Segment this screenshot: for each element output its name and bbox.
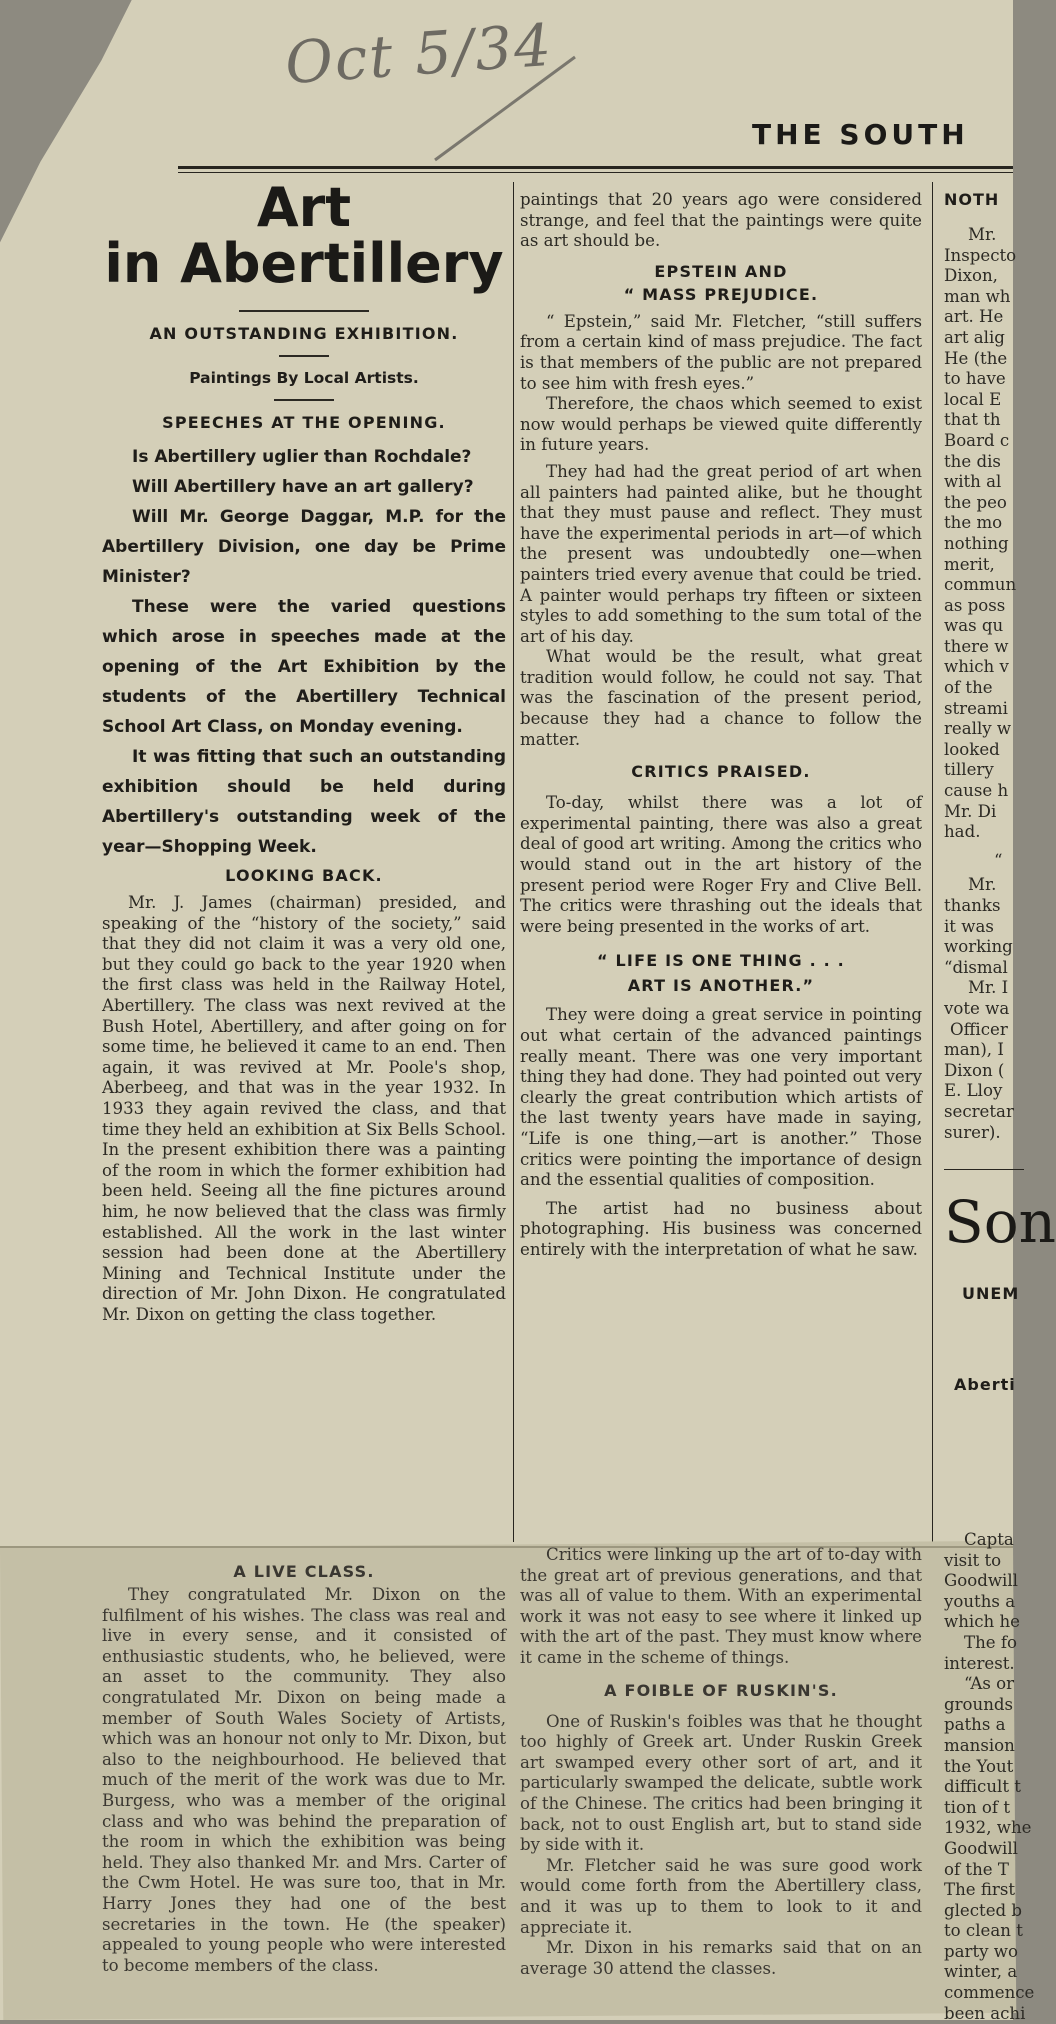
adjacent-line: looked (944, 739, 1000, 759)
adjacent-big-headline: Son (944, 1188, 1056, 1257)
adjacent-line: grounds (944, 1694, 1014, 1714)
handwritten-date: Oct 5/34 (282, 10, 556, 98)
article-column-1-lower (102, 1560, 506, 1976)
column-divider (513, 182, 514, 1542)
adjacent-line: the mo (944, 513, 1003, 533)
subhead-speeches: SPEECHES AT THE OPENING. (162, 413, 446, 432)
title-line-2: in Abertillery (104, 232, 504, 295)
lead-paragraph: These were the varied questions which arose in speeches made at the opening of the Art Exhibition by the students of the Abertillery Technical School Art Class, on Monday evening. (102, 597, 506, 737)
adjacent-line: that th (944, 410, 1001, 430)
masthead-rule (178, 166, 1013, 169)
adjacent-column (944, 190, 1056, 1395)
adjacent-line: of the T (944, 1859, 1009, 1879)
adjacent-line: Officer (950, 1019, 1008, 1039)
adjacent-line: The fo (964, 1632, 1017, 1652)
adjacent-line: cause h (944, 781, 1009, 801)
adjacent-line: really w (944, 719, 1012, 739)
adjacent-line: “As or (964, 1674, 1015, 1694)
adjacent-line: Mr. (968, 875, 997, 895)
adjacent-line: interest. (944, 1653, 1015, 1673)
adjacent-line: tion of t (944, 1797, 1011, 1817)
adjacent-quote-mark: “ (994, 850, 1003, 870)
adjacent-line: was qu (944, 616, 1004, 636)
adjacent-line: The first (944, 1880, 1016, 1900)
adjacent-line: Capta (964, 1530, 1014, 1549)
section-heading-life-1: “ LIFE IS ONE THING . . . (597, 951, 845, 971)
adjacent-line: commun (944, 575, 1017, 595)
adjacent-line: the dis (944, 451, 1001, 471)
adjacent-line: Dixon, (944, 266, 998, 286)
lead-paragraph: It was fitting that such an outstanding exhibition should be held during Abertillery's outstanding week of the year—Shopping Week. (102, 747, 506, 857)
paragraph-life: They were doing a great service in pointing out what certain of the advanced paintings really meant. There was one very important thing they had done. They had pointed out very clearly the great contribution which artists of the last twenty years have made in saying, “Life is one thing,—art is another.” Those critics were pointing the importance of design and the essential qualities of composition. (520, 1005, 922, 1190)
adjacent-line: the Yout (944, 1756, 1014, 1776)
divider (239, 310, 369, 312)
paragraph-continued: paintings that 20 years ago were considered strange, and feel that the paintings were quite as art should be. (520, 190, 922, 251)
adjacent-column-lower (944, 1530, 1034, 2024)
article-column-2 (520, 190, 922, 1261)
adjacent-line: Dixon ( (944, 1060, 1005, 1080)
adjacent-line: to clean t (944, 1921, 1023, 1941)
adjacent-line: vote wa (944, 998, 1010, 1018)
paragraph-epstein: “ Epstein,” said Mr. Fletcher, “still suffers from a certain kind of mass prejudice. The fact is that members of the public are not prepared to see him with fresh eyes.” (520, 311, 922, 393)
adjacent-line: mansion (944, 1735, 1015, 1755)
adjacent-line: He (the (944, 348, 1008, 368)
adjacent-line: there w (944, 636, 1009, 656)
divider (279, 355, 329, 357)
adjacent-line: man), I (944, 1040, 1004, 1060)
lead-paragraph: Will Mr. George Daggar, M.P. for the Abertillery Division, one day be Prime Minister? (102, 507, 506, 587)
paragraph-live-class: They congratulated Mr. Dixon on the fulfilment of his wishes. The class was real and live in every sense, and it consisted of enthusiastic students, who, he believed, were an asset to the community. They also congratulated Mr. Dixon on being made a member of South Wales Society of Artists, which was an honour not only to Mr. Dixon, but also to the neighbourhood. He believed that much of the merit of the work was due to Mr. Burgess, who was a member of the original class and who was behind the preparation of the room in which the exhibition was being held. They also thanked Mr. and Mrs. Carter of the Cwm Hotel. He was sure too, that in Mr. Harry Jones they had one of the best secretaries in the town. He (the speaker) appealed to young people who were interested to become members of the class. (102, 1585, 506, 1975)
section-heading-critics: CRITICS PRAISED. (631, 762, 811, 782)
section-heading-looking-back: LOOKING BACK. (225, 866, 383, 885)
adjacent-line: Goodwill (944, 1838, 1018, 1858)
adjacent-line: Mr. I (968, 978, 1009, 998)
adjacent-line: had. (944, 822, 981, 842)
masthead-rule-thin (178, 172, 1013, 173)
adjacent-line: working (944, 937, 1013, 957)
adjacent-line: the peo (944, 492, 1007, 512)
adjacent-line: glected b (944, 1900, 1023, 1920)
lead-paragraph: Is Abertillery uglier than Rochdale? (132, 447, 472, 467)
adjacent-line: E. Lloy (944, 1081, 1003, 1101)
adjacent-line: nothing (944, 533, 1009, 553)
adjacent-line: Inspecto (944, 245, 1017, 265)
adjacent-line: Board c (944, 430, 1010, 450)
section-heading-life-2: ART IS ANOTHER.” (627, 976, 815, 996)
paragraph-result: What would be the result, what great tradition would follow, he could not say. That was the fascination of the present period, because they had a chance to follow the matter. (520, 647, 922, 749)
adjacent-line: man wh (944, 286, 1011, 306)
adjacent-line: thanks (944, 896, 1001, 915)
adjacent-line: been achi (944, 2003, 1026, 2023)
paragraph-period: They had had the great period of art when all painters had painted alike, but he thought that they must pause and reflect. They must have the experimental periods in art—of which the present was undoubtedly one—when painters tried every avenue that could be tried. A painter would perhaps try fifteen or sixteen styles to add something to the sum total of the art of his day. (520, 461, 922, 646)
pencil-stroke (425, 55, 585, 165)
section-heading-live-class: A LIVE CLASS. (233, 1562, 375, 1581)
section-heading-epstein-2: “ MASS PREJUDICE. (623, 284, 819, 304)
adjacent-line: commence (944, 1983, 1035, 2003)
adjacent-line: streami (944, 698, 1008, 718)
masthead: THE SOUTH (752, 118, 969, 151)
adjacent-line: merit, (944, 554, 995, 574)
paragraph-chaos: Therefore, the chaos which seemed to exist now would perhaps be viewed quite differently in future years. (520, 394, 922, 455)
adjacent-line: art. He (944, 307, 1004, 327)
adjacent-heading: NOTH (944, 190, 1000, 209)
adjacent-line: secretar (944, 1101, 1014, 1121)
article-column-2-lower (520, 1545, 922, 1979)
adjacent-line: 1932, whe (944, 1818, 1032, 1838)
divider (274, 399, 334, 401)
adjacent-subhead: Aberti (954, 1375, 1016, 1395)
adjacent-line: winter, a (944, 1962, 1018, 1982)
section-heading-epstein-1: EPSTEIN AND (654, 261, 788, 281)
adjacent-line: as poss (944, 595, 1006, 615)
adjacent-line: to have (944, 369, 1006, 389)
adjacent-line: with al (944, 472, 1002, 492)
adjacent-line: which he (944, 1612, 1020, 1632)
adjacent-line: it was (944, 916, 994, 936)
title-line-1: Art (256, 176, 352, 239)
adjacent-line: party wo (944, 1941, 1018, 1961)
adjacent-line: “dismal (944, 957, 1008, 977)
paragraph-looking-back: Mr. J. James (chairman) presided, and speaking of the “history of the society,” said that they did not claim it was a very old one, but they could go back to the year 1920 when the first class was held in the Railway Hotel, Abertillery. The class was next revived at the Bush Hotel, Abertillery, and after going on for some time, he believed it came to an end. Then again, it was revived at Mr. Poole's shop, Aberbeeg, and that was in the year 1932. In 1933 they again revived the class, and that time they held an exhibition at Six Bells School. In the present exhibition there was a painting of the room in which the former exhibition had been held. Seeing all the fine pictures around him, he now believed that the class was firmly established. All the work in the last winter session had been done at the Abertillery Mining and Technical Institute under the direction of Mr. John Dixon. He congratulated Mr. Dixon on getting the class together. (102, 893, 506, 1324)
lead-paragraph: Will Abertillery have an art gallery? (132, 477, 474, 497)
adjacent-rule (944, 1169, 1024, 1170)
adjacent-line: which v (944, 657, 1009, 677)
subhead-local-artists: Paintings By Local Artists. (189, 369, 419, 387)
adjacent-line: of the (944, 678, 993, 698)
paragraph-critics: To-day, whilst there was a lot of experimental painting, there was also a great deal of good art writing. Among the critics who would stand out in the art history of the present period were Roger Fry and Clive Bell. The critics were thrashing out the ideals that were being presented in the works of art. (520, 793, 922, 936)
adjacent-line: Mr. Di (944, 801, 997, 821)
adjacent-line: Goodwill (944, 1571, 1018, 1591)
adjacent-line: paths a (944, 1715, 1006, 1735)
paragraph-linking: Critics were linking up the art of to-day with the great art of previous generations, and that was all of value to them. With an experimental work it was not easy to see where it linked up with the art of the past. They must know where it came in the scheme of things. (520, 1545, 922, 1667)
adjacent-line: visit to (944, 1550, 1002, 1570)
adjacent-line: difficult t (944, 1777, 1021, 1797)
adjacent-line: tillery (944, 760, 994, 780)
paragraph-fletcher: Mr. Fletcher said he was sure good work would come forth from the Abertillery class, and it was up to them to look to it and appreciate it. (520, 1855, 922, 1937)
adjacent-line: local E (944, 389, 1002, 409)
paragraph-dixon: Mr. Dixon in his remarks said that on an average 30 attend the classes. (520, 1938, 922, 1978)
adjacent-subhead: UNEM (962, 1284, 1020, 1304)
adjacent-line: Mr. (968, 225, 997, 244)
article-column-1 (102, 176, 506, 1325)
paragraph-ruskin: One of Ruskin's foibles was that he thought too highly of Greek art. Under Ruskin Greek art swamped every other sort of art, and it particularly swamped the delicate, subtle work of the Chinese. The critics had been bringing it back, not to oust English art, but to stand side by side with it. (520, 1711, 922, 1855)
adjacent-line: surer). (944, 1122, 1001, 1142)
subhead-exhibition: AN OUTSTANDING EXHIBITION. (149, 324, 459, 343)
paragraph-photo: The artist had no business about photographing. His business was concerned entirely with the interpretation of what he saw. (520, 1198, 922, 1259)
section-heading-ruskin: A FOIBLE OF RUSKIN'S. (604, 1680, 838, 1700)
adjacent-line: youths a (944, 1591, 1016, 1611)
column-divider (932, 182, 933, 1542)
article-title (102, 176, 506, 295)
adjacent-line: art alig (944, 327, 1005, 347)
